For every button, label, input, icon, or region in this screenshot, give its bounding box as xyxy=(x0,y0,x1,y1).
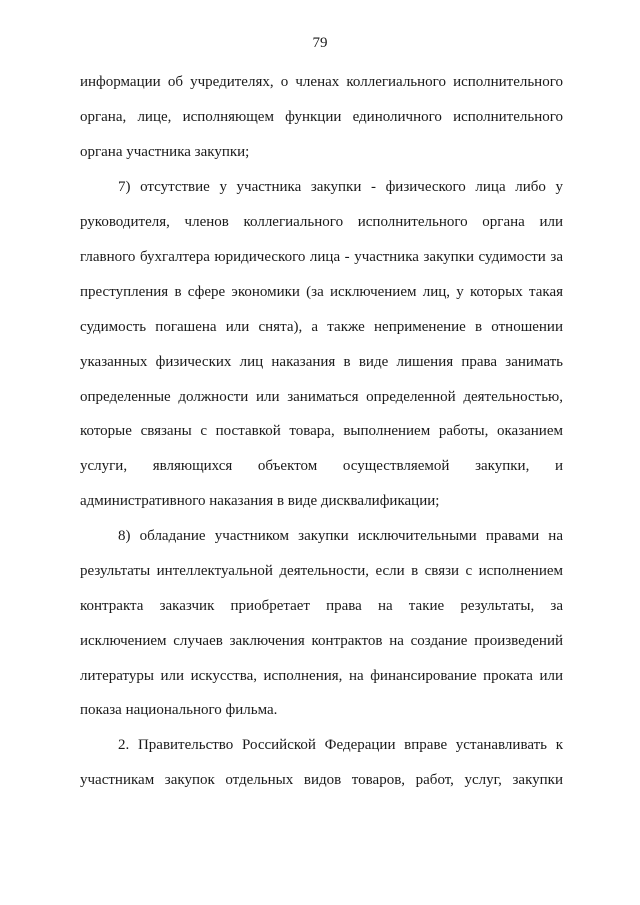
text-line: информации об учредителях, о членах коллегиального исполнительного xyxy=(80,74,563,90)
text-line: судимость погашена или снята), а также неприменение в отношении xyxy=(80,319,563,335)
text-line: 2. Правительство Российской Федерации вправе устанавливать к xyxy=(118,737,563,753)
text-line: руководителя, членов коллегиального исполнительного органа или xyxy=(80,214,563,230)
text-line: органа, лице, исполняющем функции единоличного исполнительного xyxy=(80,109,563,125)
text-line: показа национального фильма. xyxy=(80,702,278,718)
text-line: указанных физических лиц наказания в виде лишения права занимать xyxy=(80,354,563,370)
text-line: определенные должности или заниматься определенной деятельностью, xyxy=(80,389,563,405)
text-line: контракта заказчик приобретает права на такие результаты, за xyxy=(80,598,563,614)
text-line: 7) отсутствие у участника закупки - физического лица либо у xyxy=(118,179,563,195)
text-line: результаты интеллектуальной деятельности, если в связи с исполнением xyxy=(80,563,563,579)
text-line: литературы или искусства, исполнения, на финансирование проката или xyxy=(80,668,563,684)
text-line: которые связаны с поставкой товара, выполнением работы, оказанием xyxy=(80,423,563,439)
text-line: главного бухгалтера юридического лица - участника закупки судимости за xyxy=(80,249,563,265)
text-line: участникам закупок отдельных видов товаров, работ, услуг, закупки xyxy=(80,772,563,788)
text-line: органа участника закупки; xyxy=(80,144,250,160)
text-line: преступления в сфере экономики (за исключением лиц, у которых такая xyxy=(80,284,563,300)
text-line: административного наказания в виде дисквалификации; xyxy=(80,493,440,509)
page-number: 79 xyxy=(312,35,328,51)
text-line: исключением случаев заключения контрактов на создание произведений xyxy=(80,633,563,649)
text-line: услуги, являющихся объектом осуществляемой закупки, и xyxy=(80,458,563,474)
text-line: 8) обладание участником закупки исключительными правами на xyxy=(118,528,563,544)
